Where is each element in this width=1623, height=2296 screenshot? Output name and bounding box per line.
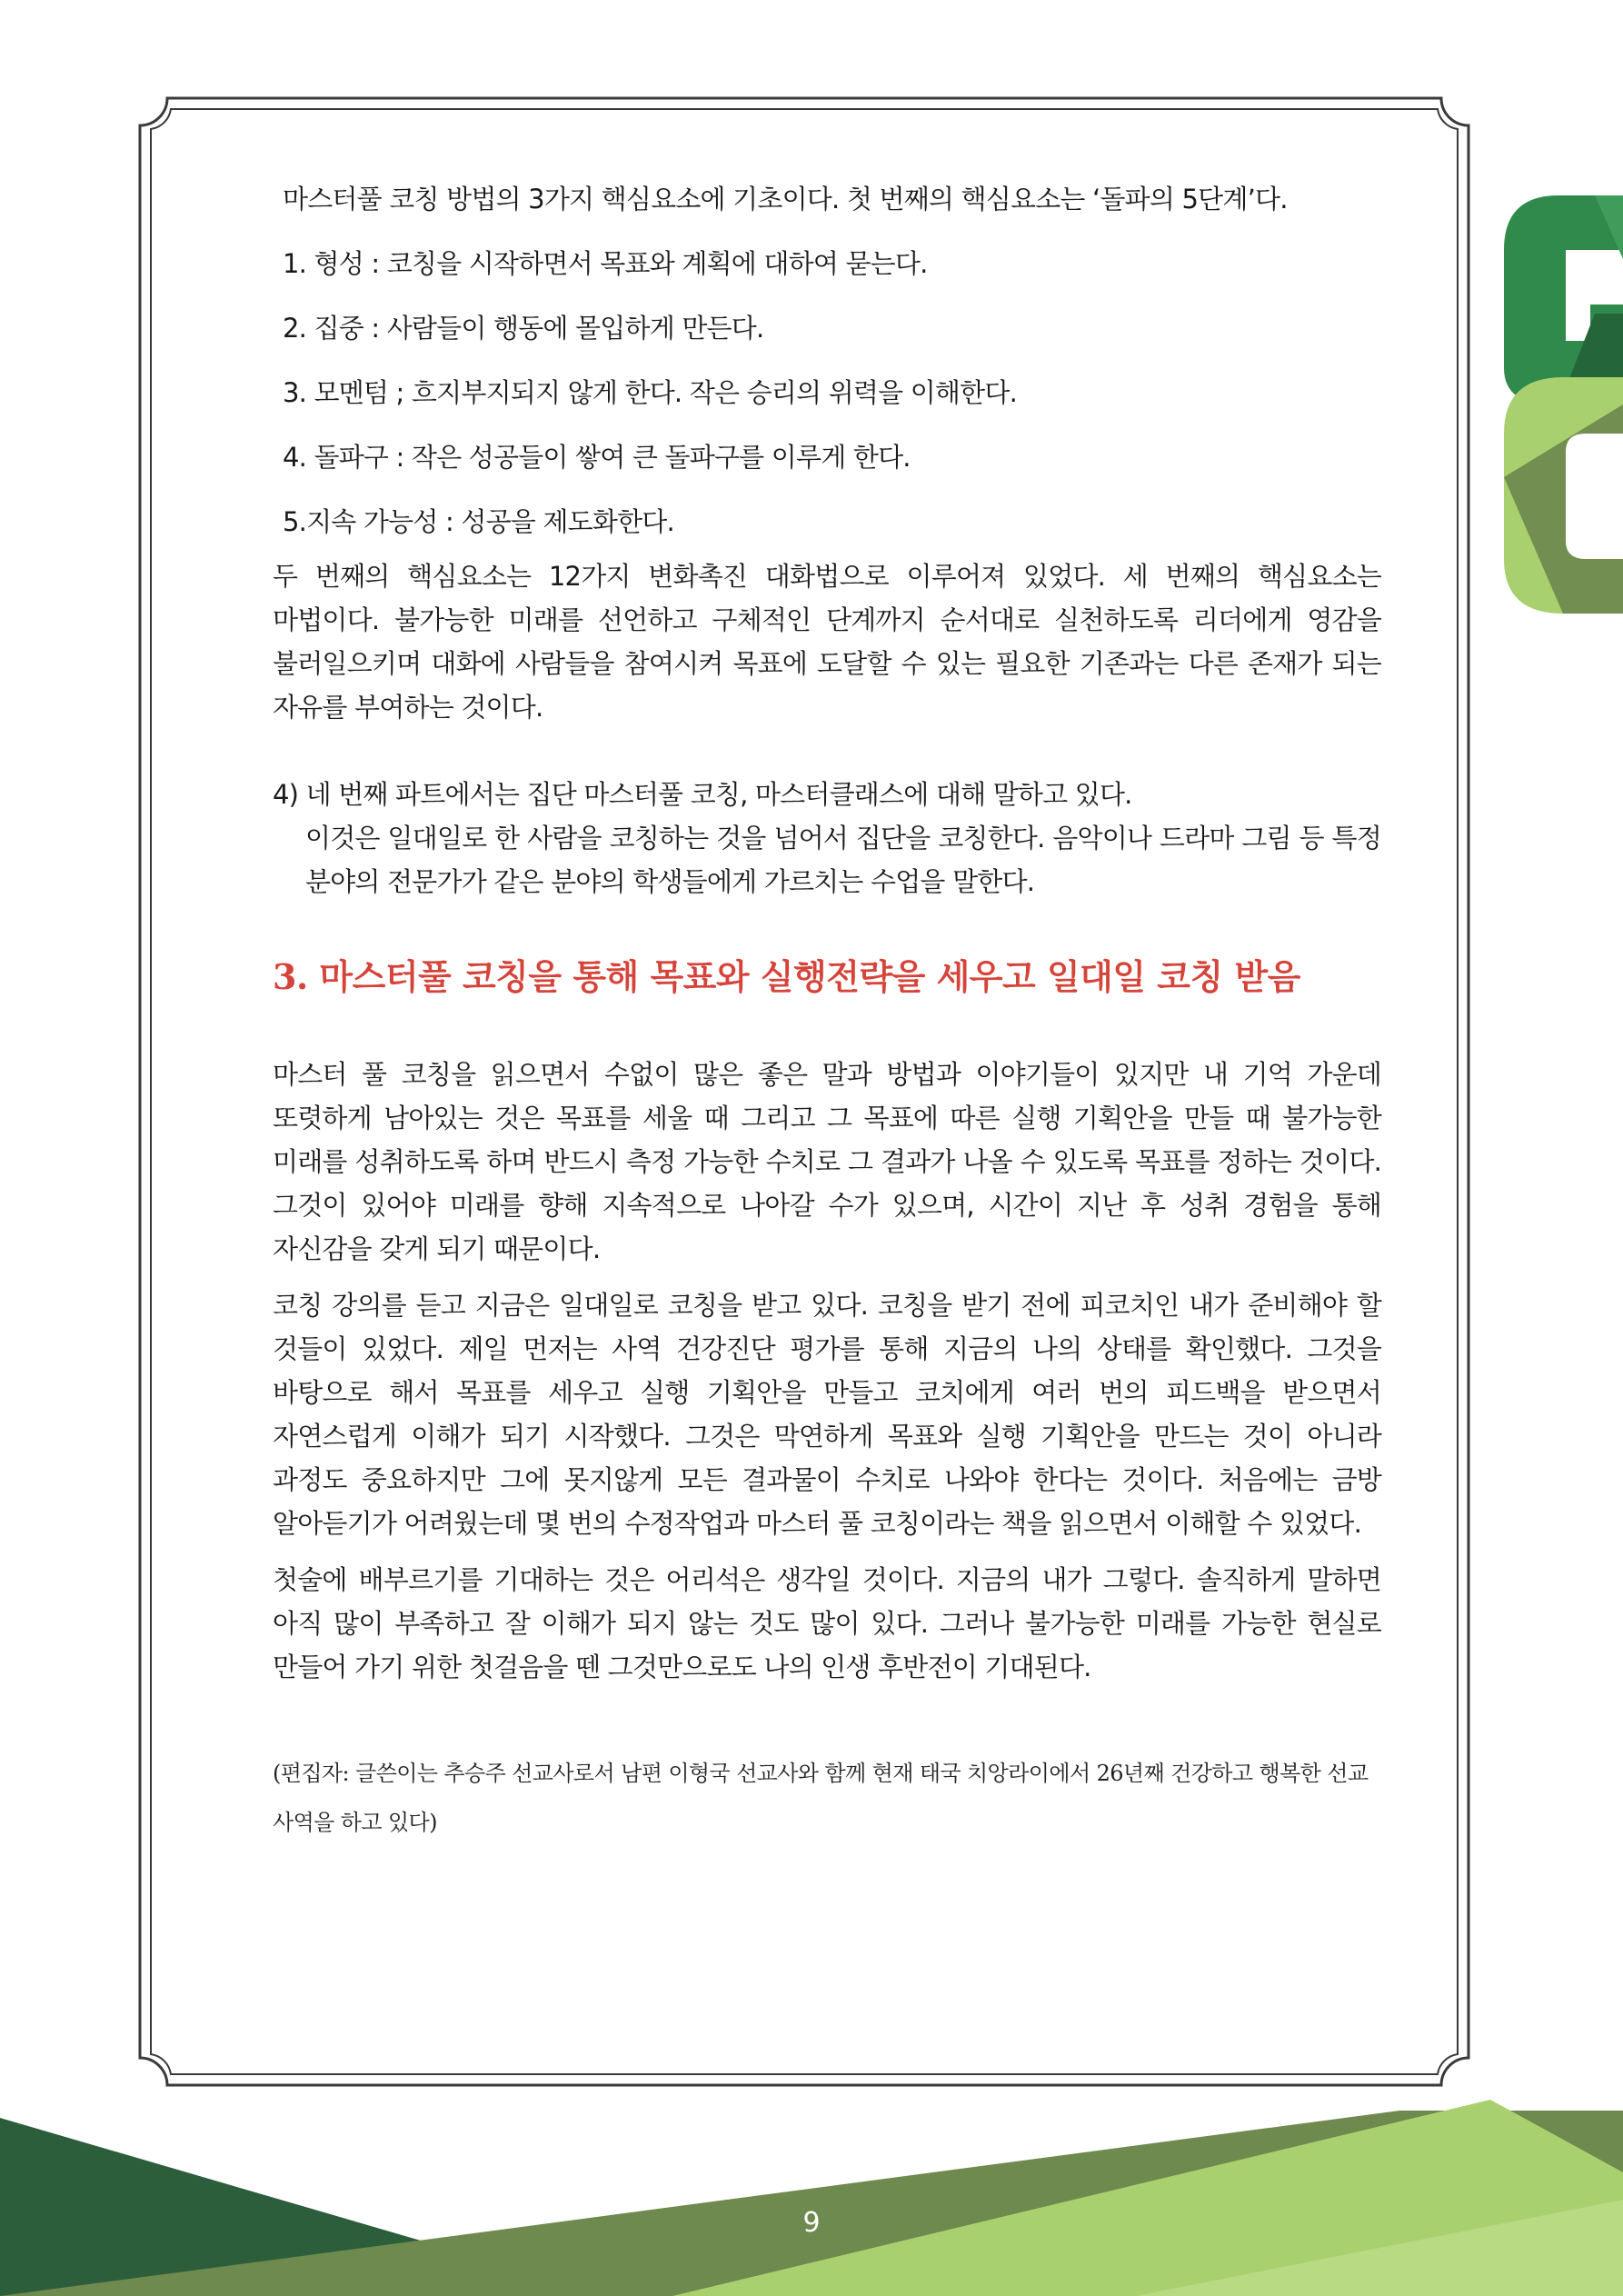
bottom-decoration [0,2091,1623,2296]
go-logo [1504,195,1623,614]
list-item: 3. 모멘텀 ; 흐지부지되지 않게 한다. 작은 승리의 위력을 이해한다. [283,377,1017,408]
list-item: 1. 형성 : 코칭을 시작하면서 목표와 계획에 대하여 묻는다. [283,248,928,279]
editor-note: (편집자: 글쓴이는 추승주 선교사로서 남편 이형국 선교사와 함께 현재 태국 치앙라이에서 26년째 건강하고 행복한 선교 사역을 하고 있다) [273,1761,1369,1835]
part4-title: 4) 네 번째 파트에서는 집단 마스터풀 코칭, 마스터클래스에 대해 말하고 있다. [273,779,1132,810]
core-elements-paragraph: 두 번째의 핵심요소는 12가지 변화촉진 대화법으로 이루어져 있었다. 세 번째의 핵심요소는 마법이다. 불가능한 미래를 선언하고 구체적인 단계까지 순서대로 실천하도록 리더에게 영감을 불러일으키며 대화에 사람들을 참여시켜 목표에 도달할 수 있는 필요한 기존과는 다른 존재가 되는 자유를 부여하는 것이다. [273,561,1381,723]
five-steps-list [273,242,1381,544]
list-item: 5.지속 가능성 : 성공을 제도화한다. [283,506,674,537]
section-heading: 3. 마스터풀 코칭을 통해 목표와 실행전략을 세우고 일대일 코칭 받음 [273,956,1300,997]
list-item: 4. 돌파구 : 작은 성공들이 쌓여 큰 돌파구를 이루게 한다. [283,442,911,473]
page-number: 9 [802,2207,821,2239]
body-paragraph: 마스터 풀 코칭을 읽으면서 수없이 많은 좋은 말과 방법과 이야기들이 있지만 내 기억 가운데 또렷하게 남아있는 것은 목표를 세울 때 그리고 그 목표에 따른 실행 기획안을 만들 때 불가능한 미래를 성취하도록 하며 반드시 측정 가능한 수치로 그 결과가 나올 수 있도록 목표를 정하는 것이다. 그것이 있어야 미래를 향해 지속적으로 나아갈 수가 있으며, 시간이 지난 후 성취 경험을 통해 자신감을 갖게 되기 때문이다. [273,1059,1381,1264]
article-body [273,177,1381,1847]
body-paragraph: 코칭 강의를 듣고 지금은 일대일로 코칭을 받고 있다. 코칭을 받기 전에 피코치인 내가 준비해야 할 것들이 있었다. 제일 먼저는 사역 건강진단 평가를 통해 지금의 나의 상태를 확인했다. 그것을 바탕으로 해서 목표를 세우고 실행 기획안을 만들고 코치에게 여러 번의 피드백을 받으면서 자연스럽게 이해가 되기 시작했다. 그것은 막연하게 목표와 실행 기획안을 만드는 것이 아니라 과정도 중요하지만 그에 못지않게 모든 결과물이 수치로 나와야 한다는 것이다. 처음에는 금방 알아듣기가 어려웠는데 몇 번의 수정작업과 마스터 풀 코칭이라는 책을 읽으면서 이해할 수 있었다. [273,1290,1381,1539]
intro-line: 마스터풀 코칭 방법의 3가지 핵심요소에 기초이다. 첫 번째의 핵심요소는 ‘돌파의 5단계’다. [283,184,1288,215]
body-paragraph: 첫술에 배부르기를 기대하는 것은 어리석은 생각일 것이다. 지금의 내가 그렇다. 솔직하게 말하면 아직 많이 부족하고 잘 이해가 되지 않는 것도 많이 있다. 그러나 불가능한 미래를 가능한 현실로 만들어 가기 위한 첫걸음을 뗀 그것만으로도 나의 인생 후반전이 기대된다. [273,1564,1381,1682]
list-item: 2. 집중 : 사람들이 행동에 몰입하게 만든다. [283,313,764,344]
part4-body: 이것은 일대일로 한 사람을 코칭하는 것을 넘어서 집단을 코칭한다. 음악이나 드라마 그림 등 특정 분야의 전문가가 같은 분야의 학생들에게 가르치는 수업을 말한다. [305,823,1381,897]
